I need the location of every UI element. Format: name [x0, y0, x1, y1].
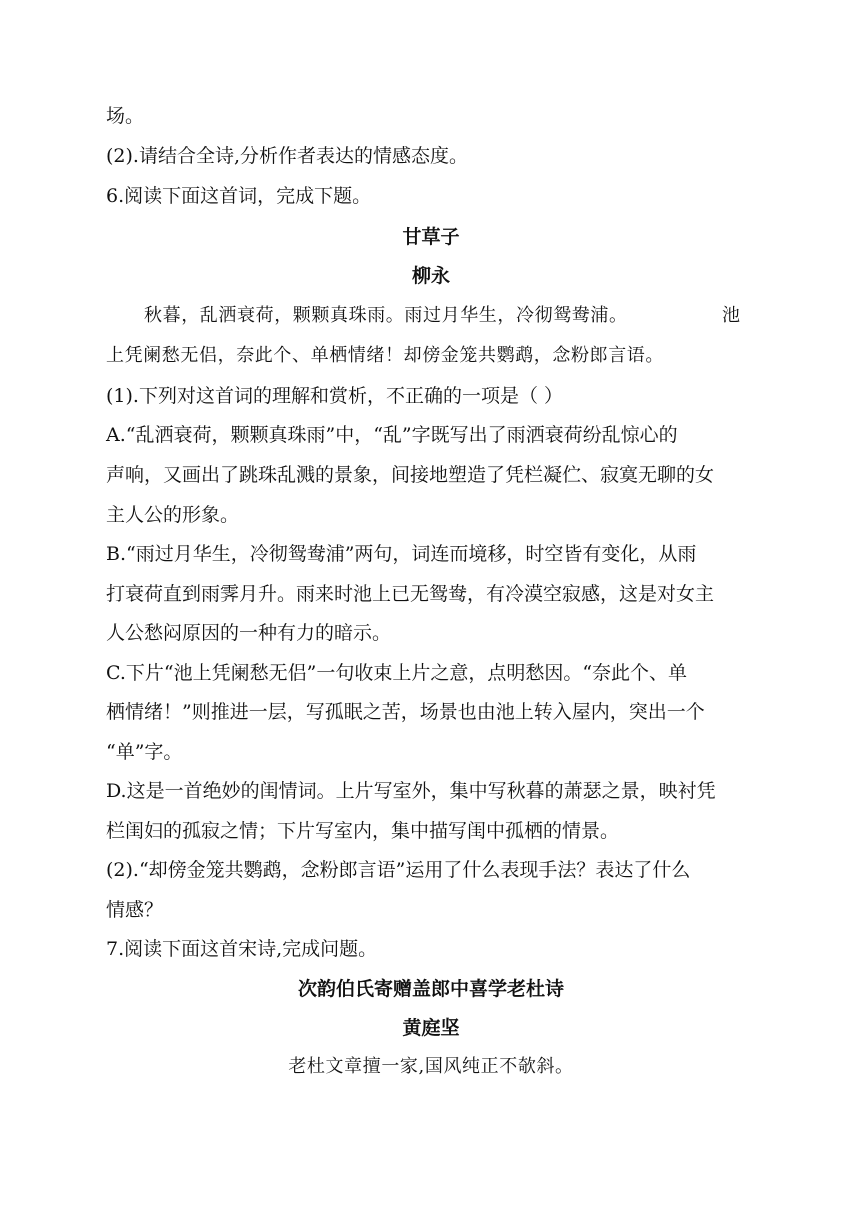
option-a-line: 声响，又画出了跳珠乱溅的景象，间接地塑造了凭栏凝伫、寂寞无聊的女 [106, 464, 715, 486]
poem-line: 上凭阑愁无侣，奈此个、单栖情绪！却傍金笼共鹦鹉，念粉郎言语。 [106, 345, 664, 366]
question-2-prompt-line: 情感？ [106, 899, 164, 921]
option-d: D.这是一首绝妙的闺情词。上片写室外，集中写秋暮的萧瑟之景，映衬凭 [106, 780, 716, 802]
text-line: 场。 [106, 105, 145, 127]
option-d-line: 栏闺妇的孤寂之情；下片写室内，集中描写闺中孤栖的情景。 [106, 820, 620, 842]
option-a-line: 主人公的形象。 [106, 504, 240, 526]
question-2-prompt: (2).“却傍金笼共鹦鹉，念粉郎言语”运用了什么表现手法？表达了什么 [106, 859, 691, 881]
option-c-line: 栖情绪！”则推进一层，写孤眠之苦，场景也由池上转入屋内，突出一个 [106, 701, 705, 723]
poem-author: 黄庭坚 [402, 1017, 460, 1039]
question-7-intro: 7.阅读下面这首宋诗,完成问题。 [106, 938, 378, 960]
poem-line: 老杜文章擅一家,国风纯正不欹斜。 [288, 1056, 574, 1077]
poem-line: 秋暮，乱洒衰荷，颗颗真珠雨。雨过月华生，冷彻鸳鸯浦。 [144, 305, 628, 326]
question-2-prompt: (2).请结合全诗,分析作者表达的情感态度。 [106, 145, 468, 167]
poem-line-continuation: 池 [722, 305, 741, 326]
poem-title: 甘草子 [402, 226, 460, 248]
question-6-intro: 6.阅读下面这首词，完成下题。 [106, 185, 372, 207]
option-c-line: “单”字。 [106, 741, 183, 763]
option-b-line: 人公愁闷原因的一种有力的暗示。 [106, 622, 392, 644]
option-a: A.“乱洒衰荷，颗颗真珠雨”中，“乱”字既写出了雨洒衰荷纷乱惊心的 [106, 424, 678, 446]
poem-author: 柳永 [411, 265, 450, 287]
poem-title: 次韵伯氏寄赠盖郎中喜学老杜诗 [297, 978, 564, 1000]
question-1-prompt: (1).下列对这首词的理解和赏析，不正确的一项是（ ） [106, 385, 563, 407]
option-c: C.下片“池上凭阑愁无侣”一句收束上片之意，点明愁因。“奈此个、单 [106, 662, 688, 684]
option-b-line: 打衰荷直到雨霁月升。雨来时池上已无鸳鸯，有冷漠空寂感，这是对女主 [106, 583, 715, 605]
option-b: B.“雨过月华生，冷彻鸳鸯浦”两句，词连而境移，时空皆有变化，从雨 [106, 543, 697, 565]
